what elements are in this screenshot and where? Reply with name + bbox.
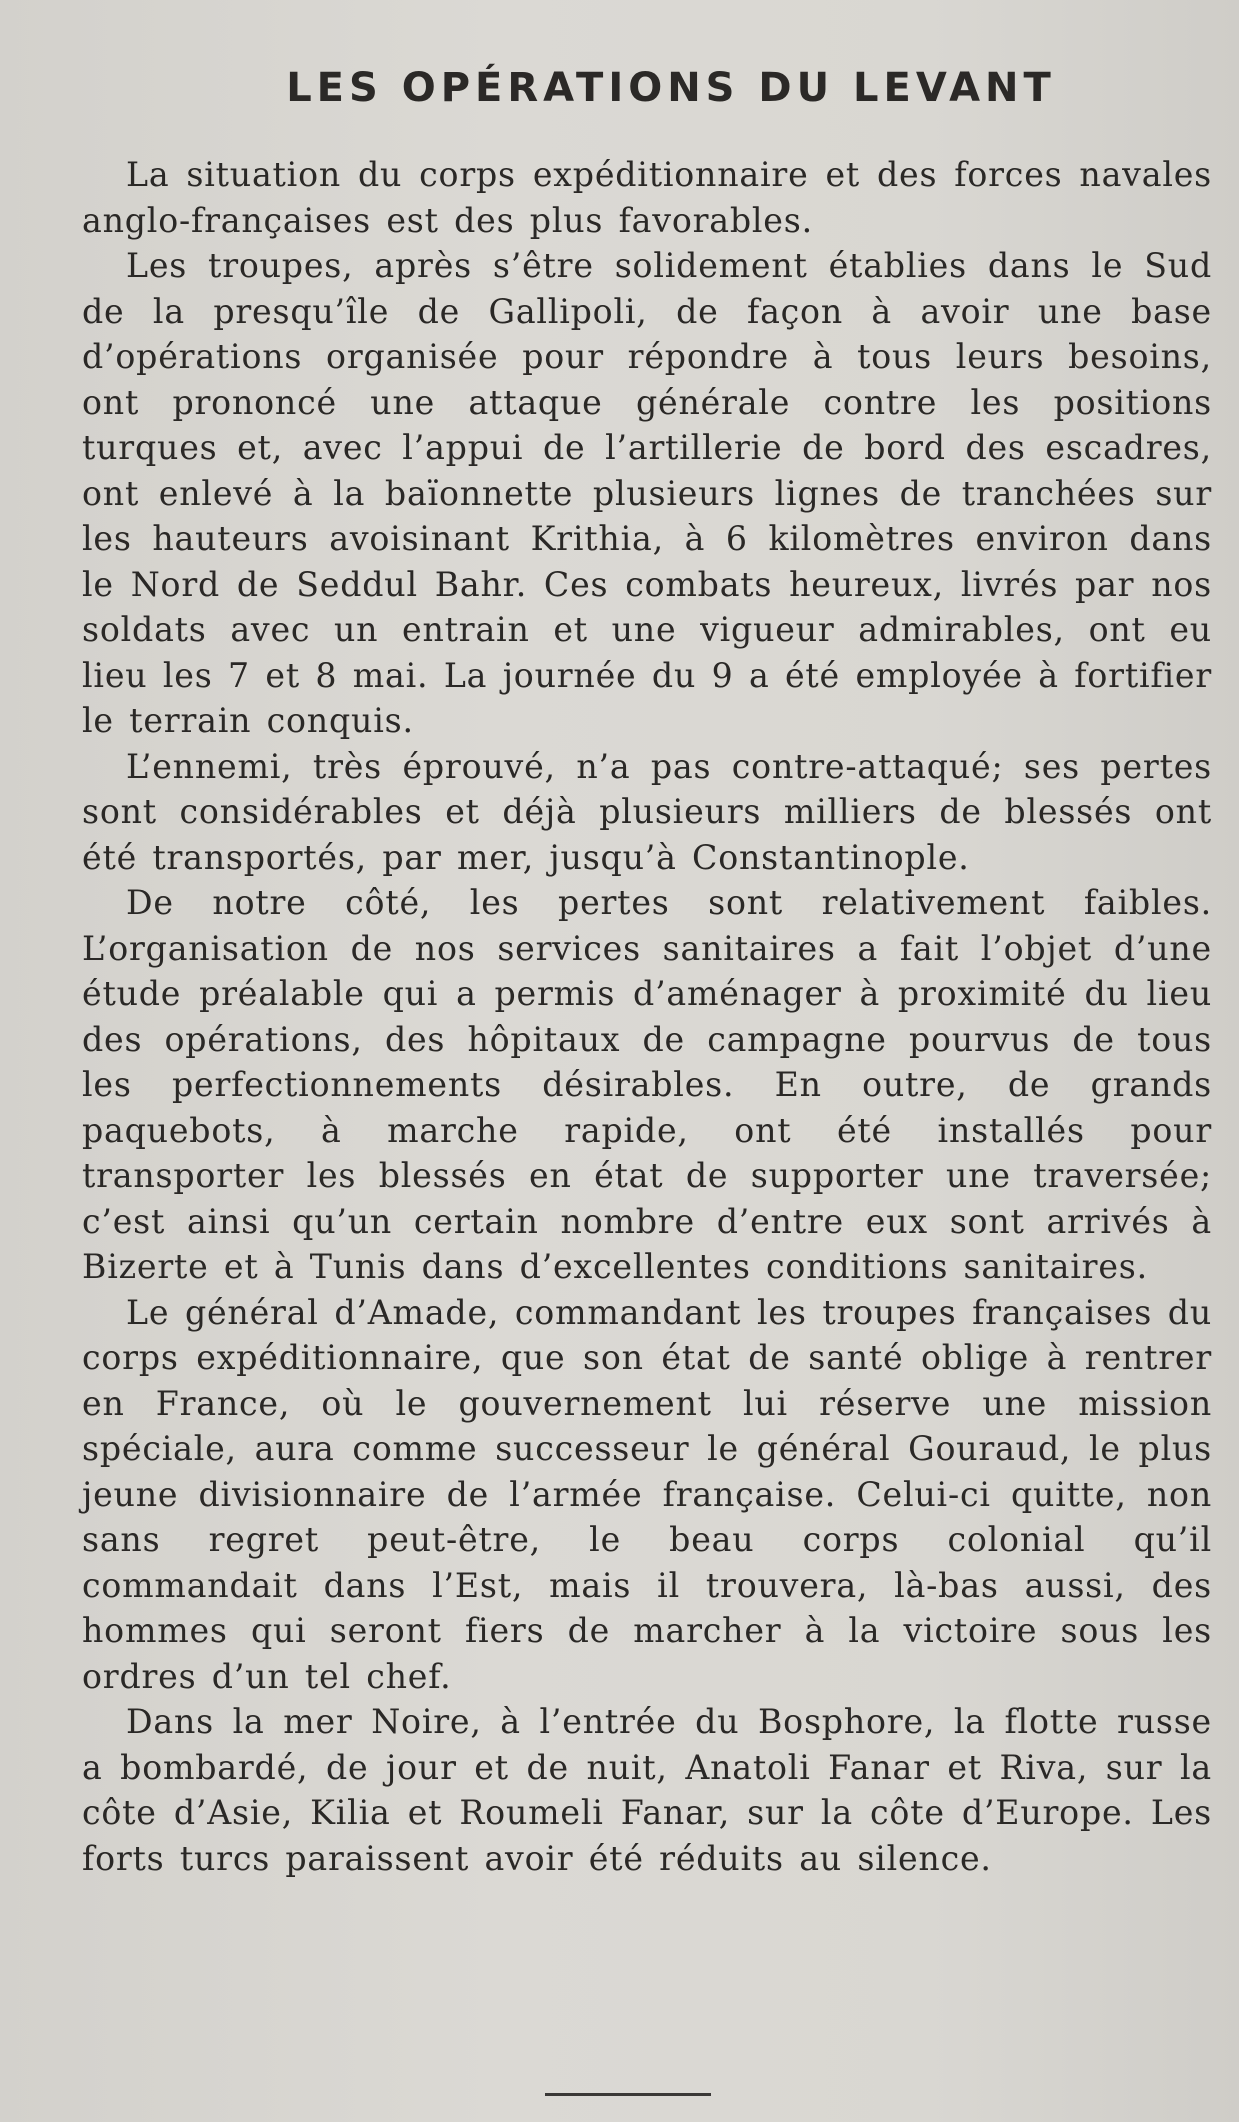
paragraph-situation: La situation du corps expéditionnaire et des forces navales anglo-françaises est des plus favorables.	[82, 155, 1212, 240]
end-rule-divider	[545, 2093, 711, 2096]
article	[82, 58, 1212, 1881]
paragraph-our-losses: De notre côté, les pertes sont relativement faibles. L’organisation de nos services sanitaires a fait l’objet d’une étude préalable qui a permis d’aménager à proximité du lieu des opérations, des hôpitaux de campagne pourvus de tous les perfectionnements désirables. En outre, de grands paquebots, à marche rapide, ont été installés pour transporter les blessés en état de supporter une traversée; c’est ainsi qu’un certain nombre d’entre eux sont arrivés à Bizerte et à Tunis dans d’excellentes conditions sanitaires.	[82, 883, 1212, 1286]
paragraph-black-sea: Dans la mer Noire, à l’entrée du Bosphore, la flotte russe a bombardé, de jour et de nuit, Anatoli Fanar et Riva, sur la côte d’Asie, Kilia et Roumeli Fanar, sur la côte d’Europe. Les forts turcs paraissent avoir été réduits au silence.	[82, 1702, 1212, 1878]
paragraph-general-amade: Le général d’Amade, commandant les troupes françaises du corps expéditionnaire, que son état de santé oblige à rentrer en France, où le gouvernement lui réserve une mission spéciale, aura comme successeur le général Gouraud, le plus jeune divisionnaire de l’armée française. Celui-ci quitte, non sans regret peut-être, le beau corps colonial qu’il commandait dans l’Est, mais il trouvera, là-bas aussi, des hommes qui seront fiers de marcher à la victoire sous les ordres d’un tel chef.	[82, 1292, 1212, 1696]
paragraph-troops-attack: Les troupes, après s’être solidement établies dans le Sud de la presqu’île de Gallipoli, de façon à avoir une base d’opérations organisée pour répondre à tous leurs besoins, ont prononcé une attaque générale contre les positions turques et, avec l’appui de l’artillerie de bord des escadres, ont enlevé à la baïonnette plusieurs lignes de tranchées sur les hauteurs avoisinant Krithia, à 6 kilomètres environ dans le Nord de Seddul Bahr. Ces combats heureux, livrés par nos soldats avec un entrain et une vigueur admirables, ont eu lieu les 7 et 8 mai. La journée du 9 a été employée à fortifier le terrain conquis.	[82, 246, 1212, 740]
article-title: LES OPÉRATIONS DU LEVANT	[286, 65, 1056, 111]
paragraph-enemy-losses: L’ennemi, très éprouvé, n’a pas contre-attaqué; ses pertes sont considérables et déjà plusieurs milliers de blessés ont été transportés, par mer, jusqu’à Constantinople.	[82, 746, 1212, 877]
